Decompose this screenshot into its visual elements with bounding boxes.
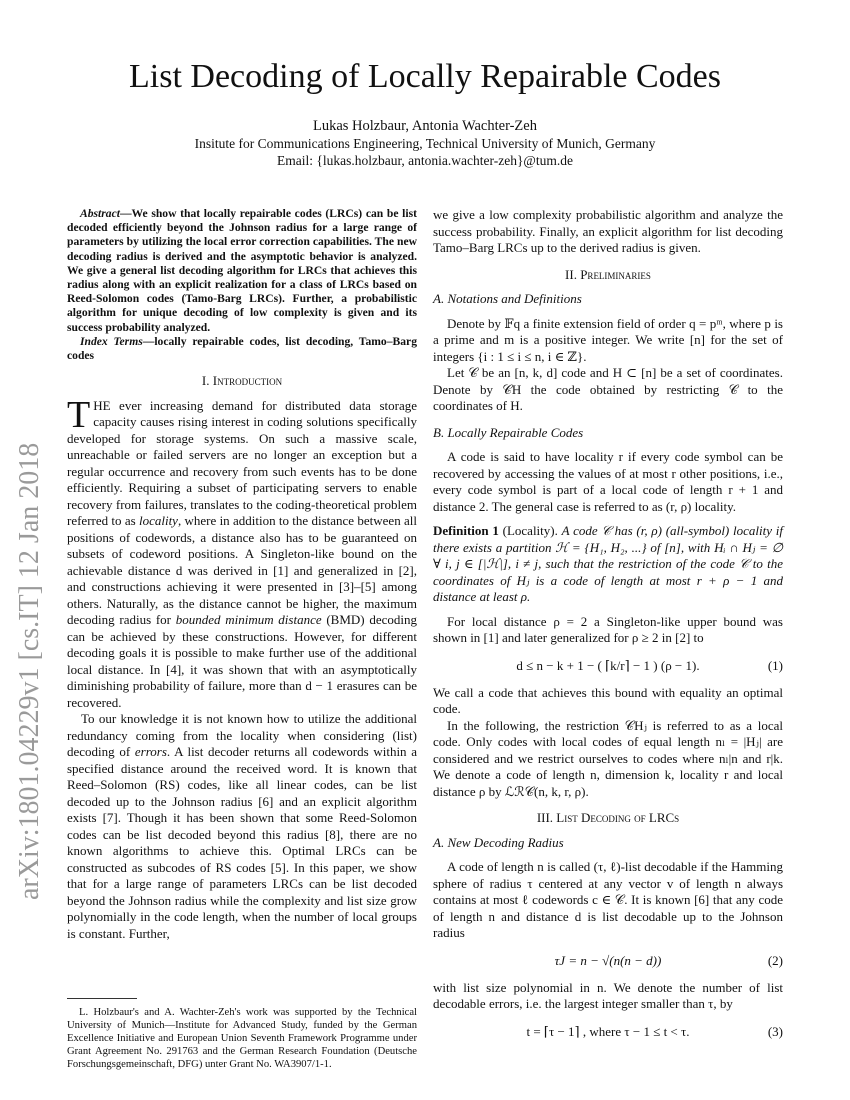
subsection-notations: A. Notations and Definitions: [433, 291, 582, 306]
paper-title: List Decoding of Locally Repairable Codes: [129, 58, 721, 95]
dropcap: T: [67, 393, 91, 436]
equation-2: [433, 946, 783, 976]
abstract-text: —We show that locally repairable codes (LRCs) can be list decoded efficiently beyond the Johnson radius for a large range of parameters by utilizing the local error correction capabilities. The new decoding radius is derived and the asymptotic behavior is analyzed. We give a general list decoding algorithm for LRCs that achieves this radius along with an explicit realization for a class of LRCs based on Reed-Solomon codes (Tamo-Barg LRCs). Further, a probabilistic algorithm for unique decoding of low complexity is given and its success probability analyzed.: [67, 207, 417, 334]
notation-paragraph-2: Let 𝒞 be an [n, k, d] code and H ⊂ [n] be a set of coordinates. Denote by 𝒞H the code obtained by restricting 𝒞 to the coordinates of H.: [433, 365, 783, 413]
section-heading-intro: I. Introduction: [201, 373, 283, 389]
equation-3: [433, 1017, 783, 1047]
intro-p1-locality: locality: [138, 513, 178, 529]
section-heading-prelim: II. Preliminaries: [565, 266, 651, 282]
index-terms-text: —locally repairable codes, list decoding, Tamo–Barg codes: [67, 334, 417, 363]
footnote-rule: [67, 998, 137, 999]
notation-paragraph-1: Denote by 𝔽q a finite extension field of order q = pᵐ, where p is a prime and m is a positive integer. We write [n] for the set of integers {i : 1 ≤ i ≤ n, i ∈ ℤ}.: [433, 315, 783, 364]
lrc-paragraph: A code is said to have locality r if every code symbol can be recovered by accessing the values of at most r other positions, i.e., every code symbol is part of a local code of length r + 1 and distance 2. The general case is referred to as (r, ρ) locality.: [433, 449, 783, 514]
intro-p1-text-a: HE ever increasing demand for distributed data storage capacity causes rising interest in coding solutions specifically developed for storage systems. On such a massive scale, unreachable or failed servers are no longer an exception but a regular occurrence and recovery from such events has to be done efficiently. Requiring a subset of participating servers to enable recovery from failures, translates to the coding-theoretical problem referred to as: [67, 397, 417, 529]
intro-p2-errors: errors: [134, 744, 167, 760]
radius-paragraph-2: with list size polynomial in n. We denote the number of list decodable errors, i.e. the largest integer smaller than τ, by: [433, 979, 783, 1011]
abstract-label: Abstract: [80, 207, 120, 220]
equation-3-body: t = ⌈τ − 1⌉ , where τ − 1 ≤ t < τ.: [526, 1023, 690, 1039]
definition-name: (Locality).: [498, 523, 562, 538]
equation-2-number: (2): [767, 952, 783, 968]
restriction-paragraph: In the following, the restriction 𝒞Hⱼ is referred to as a local code. Only codes with local codes of equal length nₗ = |Hⱼ| are considered and we restrict ourselves to codes where nₗ|n and r|k. We denote a code of length n, dimension k, locality r and local distance ρ by ℒℛ𝒞(n, k, r, ρ).: [433, 717, 783, 799]
intro-p2-text-b: . A list decoder returns all codewords within a specified distance around the received word. It is known that Reed–Solomon (RS) codes, like all linear codes, can be list decoded up to the Johnson radius [6] and an explicit algorithm exists [7]. Though it has been shown that some Reed-Solomon codes can be list decoded beyond this radius [8], there are no known algorithms to achieve this. Optimal LRCs can be constructed as subcodes of RS codes [5]. In this paper, we show that for a large range of parameters LRCs can be list decoded beyond the Johnson radius while the complexity and list size grow polynomially in the code length, when the number of local groups is constant. Further,: [67, 744, 418, 941]
equation-1: [433, 651, 783, 681]
intro-p1-text-b: , where in addition to the distance between all positions of codewords, a distance also has to be guaranteed on subsets of codeword positions. A Singleton-like bound on the achievable distance d was derived in [1] and generalized in [2], and constructions achieving it were presented in [3]–[5] among others. Naturally, as the distance cannot be higher, the maximum decoding radius for: [67, 513, 417, 628]
index-terms: [67, 335, 417, 363]
definition-label: Definition 1: [433, 523, 499, 538]
intro-p1-text-c: (BMD) decoding can be achieved by these constructions. However, for different decoding goals it is possible to make further use of the additional local distance. In [4], it was shown that with an asymptotically diminishing probability of failure, more than d − 1 erasures can be recovered.: [67, 612, 417, 710]
intro-p1-bmd: bounded minimum distance: [175, 612, 322, 628]
subsection-lrc: B. Locally Repairable Codes: [433, 424, 584, 440]
radius-paragraph-1: A code of length n is called (τ, ℓ)-list decodable if the Hamming sphere of radius τ centered at any vector v of length n always contains at most ℓ codewords c ∈ 𝒞. It is known [6] that any code of length n and distance d is list decodable up to the Johnson radius: [433, 859, 783, 940]
affiliation: Insitute for Communications Engineering, Technical University of Munich, Germany: [194, 136, 656, 151]
intro-continued: we give a low complexity probabilistic algorithm and analyze the success probability. Finally, an explicit algorithm for list decoding Tamo–Barg LRCs up to the derived radius is given.: [433, 207, 783, 255]
optimal-paragraph: We call a code that achieves this bound with equality an optimal code.: [433, 684, 783, 716]
equation-1-body: d ≤ n − k + 1 − ( ⌈k/r⌉ − 1 ) (ρ − 1).: [516, 657, 700, 673]
equation-2-body: τJ = n − √(n(n − d)): [554, 952, 662, 968]
left-column: [67, 207, 417, 942]
definition-text: A code 𝒞 has (r, ρ) (all-symbol) locality if there exists a partition ℋ = {H₁, H₂, ...} of [n], with Hᵢ ∩ Hⱼ = ∅ ∀ i, j ∈ [|ℋ|], i ≠ j, such that the restriction of the code 𝒞 to the coordinates of Hⱼ is a code of length at most r + ρ − 1 and distance at least ρ.: [433, 523, 783, 604]
bound-intro: For local distance ρ = 2 a Singleton-like upper bound was shown in [1] and later generalized for ρ ≥ 2 in [2] to: [433, 613, 783, 645]
abstract: [67, 207, 417, 335]
intro-paragraph-2: [67, 711, 417, 942]
equation-3-number: (3): [767, 1023, 783, 1039]
email: Email: {lukas.holzbaur, antonia.wachter-zeh}@tum.de: [277, 153, 573, 168]
equation-1-number: (1): [767, 657, 783, 673]
arxiv-stamp: arXiv:1801.04229v1 [cs.IT] 12 Jan 2018: [14, 442, 45, 900]
section-heading-listdec: III. List Decoding of LRCs: [536, 810, 680, 825]
definition-1: [433, 523, 783, 606]
subsection-new-radius: A. New Decoding Radius: [433, 834, 564, 850]
intro-p2-text-a: To our knowledge it is not known how to utilize the additional redundancy coming from the locality when considering (list) decoding of: [67, 711, 417, 760]
authors: Lukas Holzbaur, Antonia Wachter-Zeh: [313, 118, 537, 134]
footnote: [67, 1006, 417, 1071]
intro-paragraph-1: [67, 393, 417, 712]
right-column: [433, 207, 783, 1051]
index-terms-label: Index Terms: [80, 334, 143, 348]
footnote-text: L. Holzbaur's and A. Wachter-Zeh's work was supported by the Technical University of Munich—Institute for Advanced Study, funded by the German Excellence Initiative and European Union Seventh Framework Programme under Grant Agreement No. 291763 and the German Research Foundation (Deutsche Forschungsgemeinschaft, DFG) unter Grant No. WA3907/1-1.: [67, 1007, 417, 1070]
